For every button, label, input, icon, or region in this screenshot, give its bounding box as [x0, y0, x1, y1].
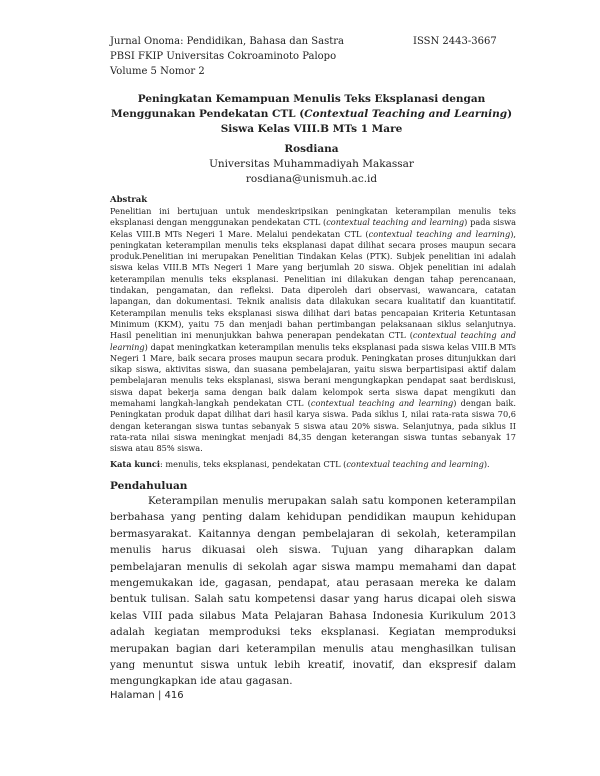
abstract-text — [110, 206, 516, 455]
page-number: Halaman | 416 — [110, 690, 184, 701]
abstract-i2: contextual teaching and learning — [368, 228, 511, 239]
author-email: rosdiana@unismuh.ac.id — [245, 173, 378, 185]
institution-name: PBSI FKIP Universitas Cokroaminoto Palopo — [110, 51, 337, 62]
section-heading: Pendahuluan — [110, 480, 188, 492]
issn: ISSN 2443-3667 — [413, 36, 497, 47]
author-name: Rosdiana — [284, 143, 339, 155]
abstract-i3: contextual teaching and learning — [110, 330, 516, 352]
journal-name: Jurnal Onoma: Pendidikan, Bahasa dan Sastra — [110, 36, 344, 47]
keywords-label: Kata kunci — [110, 459, 161, 469]
keywords-text: : menulis, teks eksplanasi, pendekatan CTL ( — [160, 459, 347, 469]
abstract-i1: contextual teaching and learning — [326, 217, 465, 228]
volume-info: Volume 5 Nomor 2 — [110, 66, 205, 77]
paper-title — [110, 92, 513, 137]
abstract-s5: ) dengan baik. Peningkatan produk dapat dilihat dari hasil karya siswa. Pada siklus I, nilai rata-rata siswa 70,6 dengan keterangan siswa tuntas sebanyak 5 siswa atau 20% siswa. Selanjutnya, pada siklus II rata-rata nilai siswa meningkat menjadi 84,35 dengan keterangan siswa tuntas sebanyak 17 siswa atau 85% siswa. — [110, 398, 516, 454]
abstract-s2: ) pada siswa Kelas VIII.B MTs Negeri 1 Mare. Melalui pendekatan CTL ( — [110, 217, 516, 239]
abstract-i4: contextual teaching and learning — [310, 398, 454, 409]
intro-paragraph: Keterampilan menulis merupakan salah satu komponen keterampilan berbahasa yang penting dalam kehidupan pendidikan maupun kehidupan bermasyarakat. Kaitannya dengan pembelajaran di sekolah, keterampilan menulis harus dikuasai oleh siswa. Tujuan yang diharapkan dalam pembelajaran menulis di sekolah agar siswa mampu memahami dan dapat mengemukakan ide, gagasan, pendapat, atau perasaan mereka ke dalam bentuk tulisan. Salah satu kompetensi dasar yang harus dicapai oleh siswa kelas VIII pada silabus Mata Pelajaran Bahasa Indonesia Kurikulum 2013 adalah kegiatan memproduksi teks eksplanasi. Kegiatan memproduksi merupakan bagian dari keterampilan menulis atau menghasilkan tulisan yang menuntut siswa untuk lebih kreatif, inovatif, dan ekspresif dalam mengungkapkan ide atau gagasan. — [110, 495, 516, 688]
abstract-s4: ) dapat meningkatkan keterampilan menulis teks eksplanasi pada siswa kelas VIII.B MTs Negeri 1 Mare, baik secara proses maupun secara produk. Peningkatan proses ditunjukkan dari sikap siswa, aktivitas siswa, dan suasana pembelajaran, yaitu siswa berpartisipasi aktif dalam pembelajaran menulis teks eksplanasi, siswa berani mengungkapkan pendapat saat berdiskusi, siswa dapat bekerja sama dengan baik dalam kelompok serta siswa dapat mengikuti dan memahami langkah-langkah pendekatan CTL ( — [110, 341, 516, 409]
author-affiliation: Universitas Muhammadiyah Makassar — [209, 158, 414, 170]
keywords-italic: contextual teaching and learning — [346, 459, 484, 469]
keywords — [110, 459, 516, 470]
abstract-s1: Penelitian ini bertujuan untuk mendeskripsikan peningkatan keterampilan menulis teks eksplanasi dengan menggunakan pendekatan CTL ( — [110, 206, 516, 228]
title-part1: Peningkatan Kemampuan Menulis Teks Eksplanasi dengan Menggunakan Pendekatan CTL ( — [110, 93, 486, 120]
title-part2: ) Siswa Kelas VIII.B MTs 1 Mare — [220, 108, 513, 135]
keywords-end: ). — [483, 459, 490, 469]
abstract-s3: ), peningkatan keterampilan menulis teks eksplanasi dapat dilihat secara proses maupun secara produk.Penelitian ini merupakan Penelitian Tindakan Kelas (PTK). Subjek penelitian ini adalah siswa kelas VIII.B MTs Negeri 1 Mare yang berjumlah 20 siswa. Objek penelitian ini adalah keterampilan menulis teks eksplanasi. Penelitian ini dilakukan dengan tahap perencanaan, tindakan, pengamatan, dan refleksi. Data diperoleh dari observasi, wawancara, catatan lapangan, dan dokumentasi. Teknik analisis data dilakukan secara kualitatif dan kuantitatif. Keterampilan menulis teks eksplanasi siswa dilihat dari batas pencapaian Kriteria Ketuntasan Minimum (KKM), yaitu 75 dan menjadi bahan pertimbangan pelaksanaan siklus selanjutnya. Hasil penelitian ini menunjukkan bahwa penerapan pendekatan CTL ( — [110, 228, 516, 341]
abstract-heading: Abstrak — [110, 195, 148, 205]
title-italic: Contextual Teaching and Learning — [304, 108, 508, 120]
